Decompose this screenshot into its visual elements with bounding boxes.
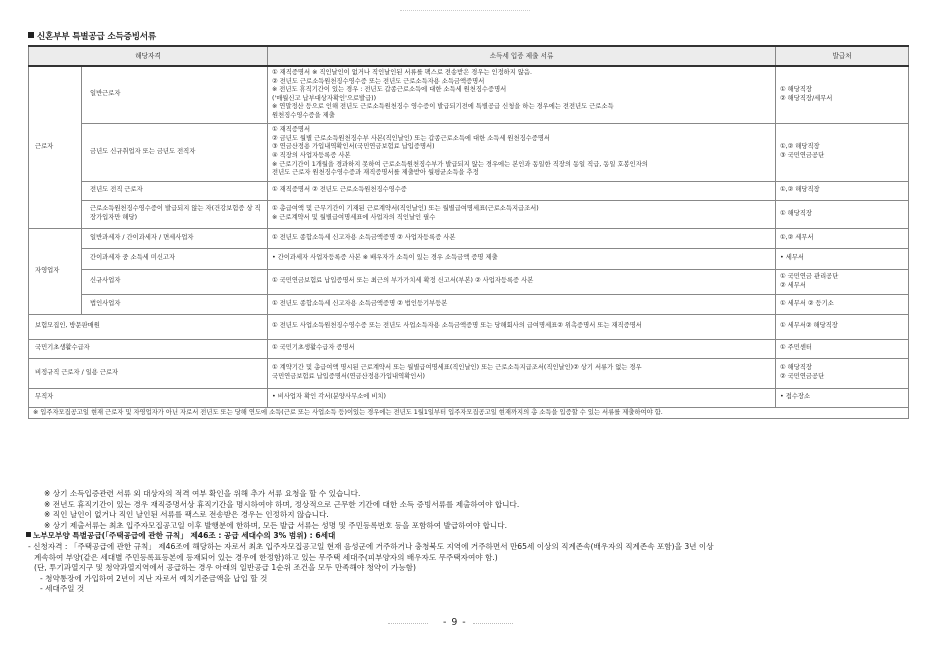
issuer-cell [776, 339, 909, 358]
issuer-cell [776, 388, 909, 407]
qualification-sub: 일반근로자 [82, 66, 268, 123]
issuer-cell [776, 248, 909, 269]
document-line: ② 전년도 근로소득원천징수영수증 또는 전년도 근로소득자용 소득금액증명서 [272, 77, 485, 85]
section-title-text: 신혼부부 특별공급 소득증빙서류 [37, 32, 157, 42]
table-row [29, 314, 909, 339]
qualification-full: 보험모집인, 방문판매원 [29, 314, 268, 339]
document-line: 국민연금보험료 납입증명서(연금산정용가입내역확인서) [272, 373, 425, 380]
qualification-full: 비정규직 근로자 / 일용 근로자 [29, 358, 268, 388]
qualification-full: 국민기초생활수급자 [29, 339, 268, 358]
documents-cell [268, 269, 776, 294]
issuer-cell [776, 66, 909, 123]
document-line: 전년도 근로자 원천징수영수증과 재직증명서를 제출받아 월평균소득을 추정 [272, 169, 479, 177]
issuer-cell [776, 269, 909, 294]
issuer-cell [776, 200, 909, 228]
qualification-sub: 근로소득원천징수영수증이 발급되지 않는 자(건강보험증 상 직장가입자만 해당) [82, 200, 268, 228]
documents-cell [268, 181, 776, 200]
document-line: ※ 근로계약서 및 월별급여명세표에 사업자의 직인날인 필수 [272, 214, 436, 221]
qualification-group: 근로자 [29, 66, 82, 228]
issuer-line: ① 해당직장 [780, 209, 812, 217]
document-line: ※ 연말정산 등으로 인해 전년도 근로소득원천징수 영수증이 발급되기전에 특별공급 신청을 하는 경우에는 전전년도 근로소득 [272, 103, 614, 111]
documents-cell [268, 248, 776, 269]
document-line: ① 재직증명서 ※ 직인날인이 없거나 직인날인된 서류를 팩스로 전송받은 경우는 인정하지 않음. [272, 68, 533, 76]
issuer-cell [776, 181, 909, 200]
elderly-line: - 세대주일 것 [40, 584, 85, 594]
document-line: ① 전년도 종합소득세 신고자용 소득금액증명 ② 사업자등록증 사본 [272, 233, 456, 241]
square-bullet-icon [26, 532, 31, 537]
issuer-line: ① 해당직장 [780, 86, 812, 94]
issuer-cell [776, 228, 909, 248]
document-line: ② 금년도 월별 근로소득원천징수부 사본(직인날인) 또는 갑종근로소득에 대한 소득세 원천징수증명서 [272, 134, 550, 142]
documents-cell [268, 66, 776, 123]
notes-section [28, 489, 902, 595]
issuer-line: ② 국민연금공단 [780, 373, 825, 380]
document-line: ④ 직장의 사업자등록증 사본 [272, 152, 351, 159]
document-line: ① 재직증명서 [272, 126, 311, 134]
note-line: ※ 상기 제출서류는 최초 입주자모집공고일 이후 발행분에 한하며, 모든 발급 서류는 성명 및 주민등록번호 등을 포함하여 발급하여야 합니다. [44, 520, 508, 530]
table-row [29, 388, 909, 407]
table-row [29, 228, 909, 248]
elderly-title [26, 531, 902, 542]
elderly-line: - 신청자격 : 「주택공급에 관한 규칙」 제46조에 해당하는 자로서 최초 입주자모집공고일 현재 음성군에 거주하거나 충청북도 지역에 거주하면서 만65세 이상의 직계존속(배우자의 직계존속 포함)을 3년 이상 [28, 541, 714, 551]
issuer-cell [776, 314, 909, 339]
table-row [29, 123, 909, 181]
note-line: ※ 직인 날인이 없거나 직인 날인된 서류를 팩스로 전송받은 경우는 인정하지 않습니다. [44, 510, 329, 520]
elderly-title-text: 노부모부양 특별공급(「주택공급에 관한 규칙」 제46조 : 공급 세대수의 3% 범위) : 6세대 [33, 531, 336, 541]
scan-artifact [400, 10, 530, 11]
document-line: ※ 근로기간이 1개월을 경과하지 못하여 근로소득원천징수부가 발급되지 않는 경우에는 본인과 동일한 직장의 동일 직급, 동일 호봉인자의 [272, 160, 648, 168]
qualification-sub: 전년도 전직 근로자 [82, 181, 268, 200]
qualification-sub: 간이과세자 중 소득세 미신고자 [82, 248, 268, 269]
document-line: • 간이과세자 사업자등록증 사본 ※ 배우자가 소득이 있는 경우 소득금액 증명 제출 [272, 254, 498, 262]
document-line: ① 계약기간 및 총급여액 명시된 근로계약서 또는 월별급여명세표(직인날인) 또는 근로소득지급조서(직인날인)② 상기 서류가 없는 경우 [272, 364, 642, 372]
issuer-line: • 세무서 [780, 254, 804, 262]
issuer-cell [776, 123, 909, 181]
documents-cell [268, 294, 776, 314]
document-line: ① 국민연금보험료 납입증명서 또는 최근의 부가가치세 확정 신고서(부본) ② 사업자등록증 사본 [272, 277, 534, 285]
issuer-line: ② 해당직장/세무서 [780, 94, 833, 102]
issuer-line: ①,② 해당직장 [780, 143, 820, 151]
document-line: • 비사업자 확인 각서(분양사무소에 비치) [272, 393, 386, 401]
documents-cell [268, 228, 776, 248]
table-row [29, 269, 909, 294]
issuer-line: ① 주민센터 [780, 344, 812, 352]
table-row [29, 294, 909, 314]
qualification-sub: 신규사업자 [82, 269, 268, 294]
documents-cell [268, 388, 776, 407]
page-number: - 9 - [443, 617, 467, 628]
qualification-full: 무직자 [29, 388, 268, 407]
issuer-cell [776, 358, 909, 388]
issuer-cell [776, 294, 909, 314]
documents-cell [268, 123, 776, 181]
table-row [29, 358, 909, 388]
issuer-line: ① 세무서 ② 등기소 [780, 299, 834, 307]
issuer-line: ③ 국민연금공단 [780, 152, 825, 159]
document-line: ① 총급여액 및 근무기간이 기재된 근로계약서(직인날인) 또는 월별급여명세표(근로소득지급조서) [272, 205, 539, 213]
header-qualification: 해당자격 [29, 46, 268, 66]
document-line: ① 전년도 사업소득원천징수영수증 또는 전년도 사업소득자용 소득금액증명 또는 당해회사의 급여명세표② 위촉증명서 또는 재직증명서 [272, 322, 642, 330]
table-row [29, 248, 909, 269]
qualification-sub: 법인사업자 [82, 294, 268, 314]
documents-cell [268, 200, 776, 228]
qualification-sub: 금년도 신규취업자 또는 금년도 전직자 [82, 123, 268, 181]
note-line: ※ 상기 소득입증관련 서류 외 대상자의 적격 여부 확인을 위해 추가 서류 요청을 할 수 있습니다. [44, 489, 361, 498]
documents-cell [268, 358, 776, 388]
issuer-line: ①,② 세무서 [780, 233, 814, 241]
income-docs-table [28, 45, 909, 419]
header-issuer: 발급처 [776, 46, 909, 66]
elderly-line: (단, 투기과열지구 및 청약과열지역에서 공급하는 경우 아래의 일반공급 1순위 조건을 모두 만족해야 청약이 가능함) [34, 563, 416, 573]
document-line: ③ 연금산정용 가입내역확인서(국민연금보험료 납입증명서) [272, 143, 435, 151]
document-line: ① 전년도 종합소득세 신고자용 소득금액증명 ② 법인등기부등본 [272, 299, 448, 307]
document-line: ※ 전년도 휴직기간이 있는 경우 : 전년도 갑종근로소득에 대한 소득세 원천징수증명서 [272, 86, 507, 94]
issuer-line: ① 세무서② 해당직장 [780, 322, 838, 330]
table-footnote: ※ 입주자모집공고일 현재 근로자 및 자영업자가 아닌 자로서 전년도 또는 당해 연도에 소득(근로 또는 사업소득 등)이있는 경우에는 전년도 1월1일부터 입주자모집공고일 현재까지의 총 소득을 입증할 수 있는 서류를 제출하여야 함. [29, 407, 909, 419]
document-line: 원천징수영수증을 제출 [272, 111, 335, 119]
issuer-line: ① 해당직장 [780, 364, 812, 372]
note-line: ※ 전년도 휴직기간이 있는 경우 재직증명서상 휴직기간을 명시하여야 하며, 정상적으로 근무한 기간에 대한 소득 증빙서류를 제출하여야 합니다. [44, 499, 520, 509]
section-title [28, 30, 156, 42]
table-row [29, 339, 909, 358]
issuer-line: • 접수장소 [780, 393, 811, 401]
qualification-sub: 일반과세자 / 간이과세자 / 면세사업자 [82, 228, 268, 248]
document-line: ('매월신고 납부대상자확인'으로발급)) [272, 94, 377, 102]
document-line: ① 국민기초생활수급자 증명서 [272, 344, 355, 352]
table-row [29, 200, 909, 228]
documents-cell [268, 314, 776, 339]
document-line: ① 재직증명서 ② 전년도 근로소득원천징수영수증 [272, 186, 407, 194]
table-row [29, 181, 909, 200]
header-documents: 소득세 입증 제출 서류 [268, 46, 776, 66]
issuer-line: ② 세무서 [780, 281, 806, 289]
table-row [29, 66, 909, 123]
issuer-line: ① 국민연금 관리공단 [780, 272, 839, 280]
qualification-group: 자영업자 [29, 228, 82, 314]
elderly-line: 계속하여 부양(같은 세대별 주민등록표등본에 등재되어 있는 경우에 한정함)하고 있는 무주택 세대주(피부양자의 배우자도 무주택자여야 함.) [34, 552, 498, 562]
elderly-line: - 청약통장에 가입하여 2년이 지난 자로서 예치기준금액을 납입 할 것 [40, 573, 268, 583]
documents-cell [268, 339, 776, 358]
square-bullet-icon [28, 32, 34, 38]
issuer-line: ①,② 해당직장 [780, 186, 820, 194]
